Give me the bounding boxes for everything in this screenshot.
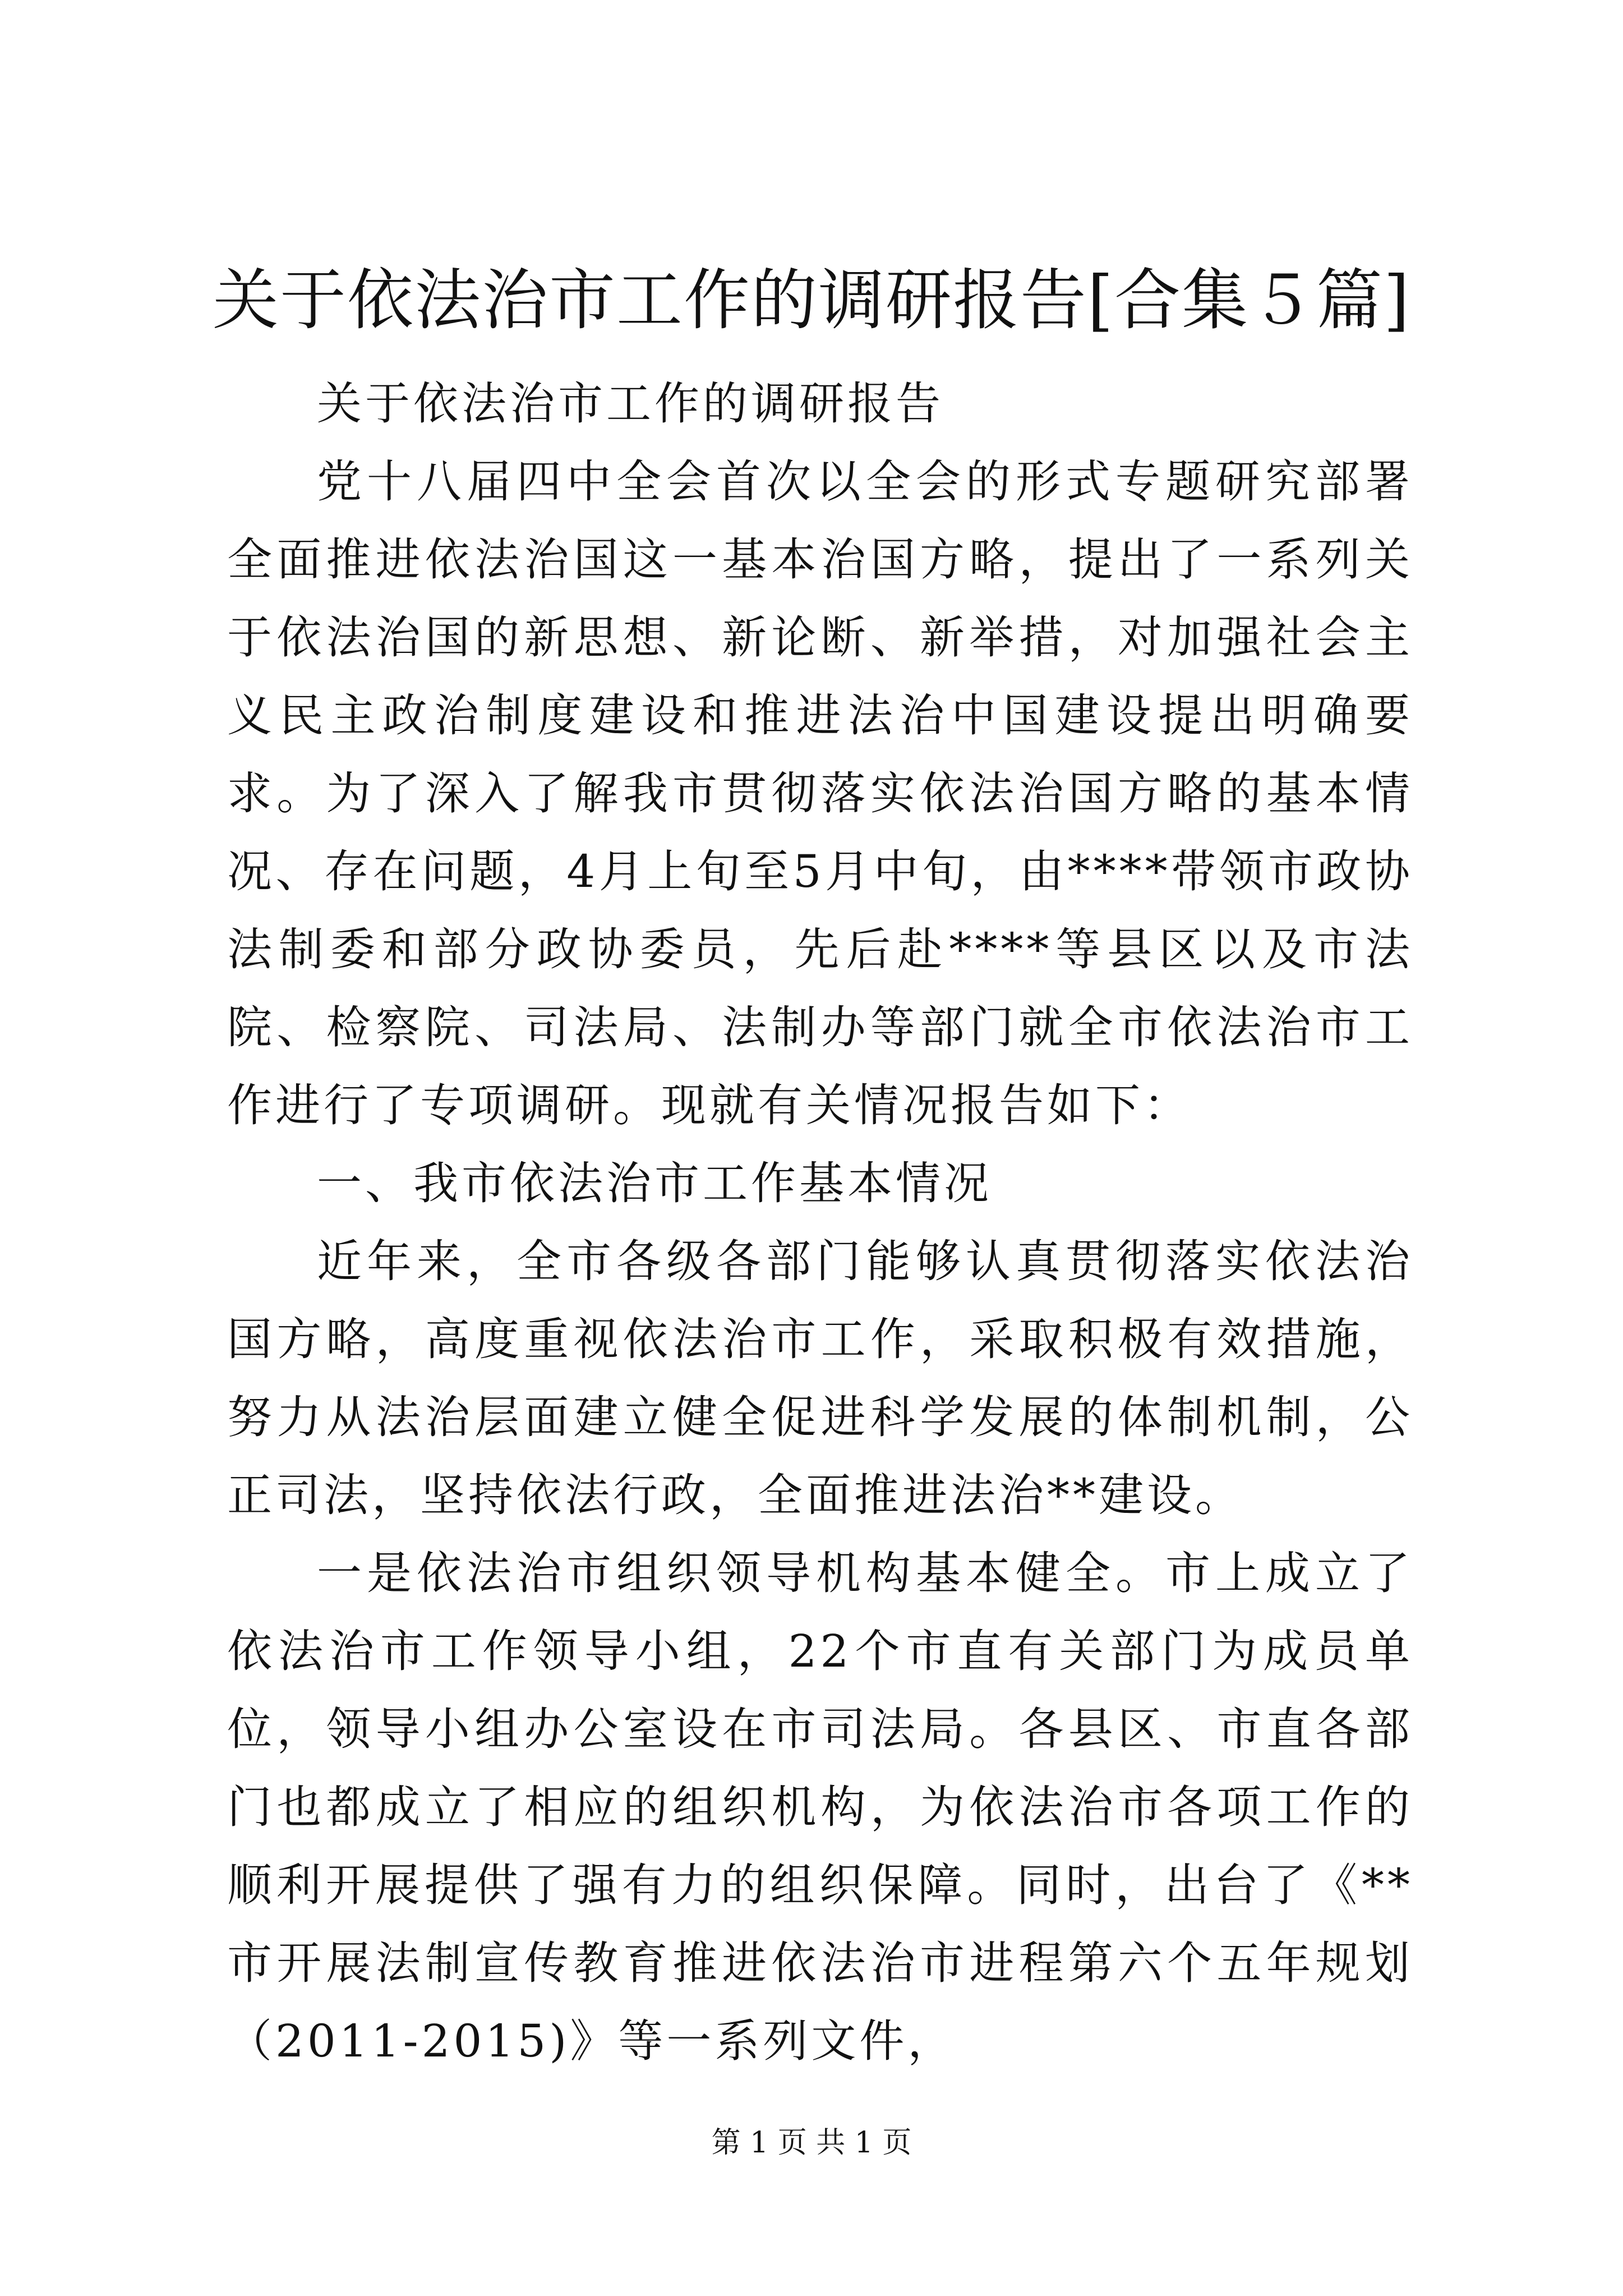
overview-paragraph: 近年来，全市各级各部门能够认真贯彻落实依法治国方略，高度重视依法治市工作，采取积极有效措施，努力从法治层面建立健全促进科学发展的体制机制，公正司法，坚持依法行政，全面推进法治**建设。: [227, 1235, 1413, 1521]
document-body: [227, 365, 1413, 2080]
point-one-paragraph: 一是依法治市组织领导机构基本健全。市上成立了依法治市工作领导小组，22个市直有关部门为成员单位，领导小组办公室设在市司法局。各县区、市直各部门也都成立了相应的组织机构，为依法治市各项工作的顺利开展提供了强有力的组织保障。同时，出台了《**市开展法制宣传教育推进依法治市进程第六个五年规划（2011-2015)》等一系列文件，: [227, 1547, 1413, 2067]
section-heading: 一、我市依法治市工作基本情况: [317, 1157, 992, 1209]
page-footer: 第 1 页 共 1 页: [711, 2126, 912, 2160]
intro-paragraph: 党十八届四中全会首次以全会的形式专题研究部署全面推进依法治国这一基本治国方略，提出了一系列关于依法治国的新思想、新论断、新举措，对加强社会主义民主政治制度建设和推进法治中国建设提出明确要求。为了深入了解我市贯彻落实依法治国方略的基本情况、存在问题，4月上旬至5月中旬，由****带领市政协法制委和部分政协委员，先后赴****等县区以及市法院、检察院、司法局、法制办等部门就全市依法治市工作进行了专项调研。现就有关情况报告如下：: [227, 455, 1413, 1131]
subtitle-paragraph: 关于依法治市工作的调研报告: [317, 378, 944, 430]
document-title: 关于依法治市工作的调研报告[合集５篇]: [212, 261, 1411, 339]
